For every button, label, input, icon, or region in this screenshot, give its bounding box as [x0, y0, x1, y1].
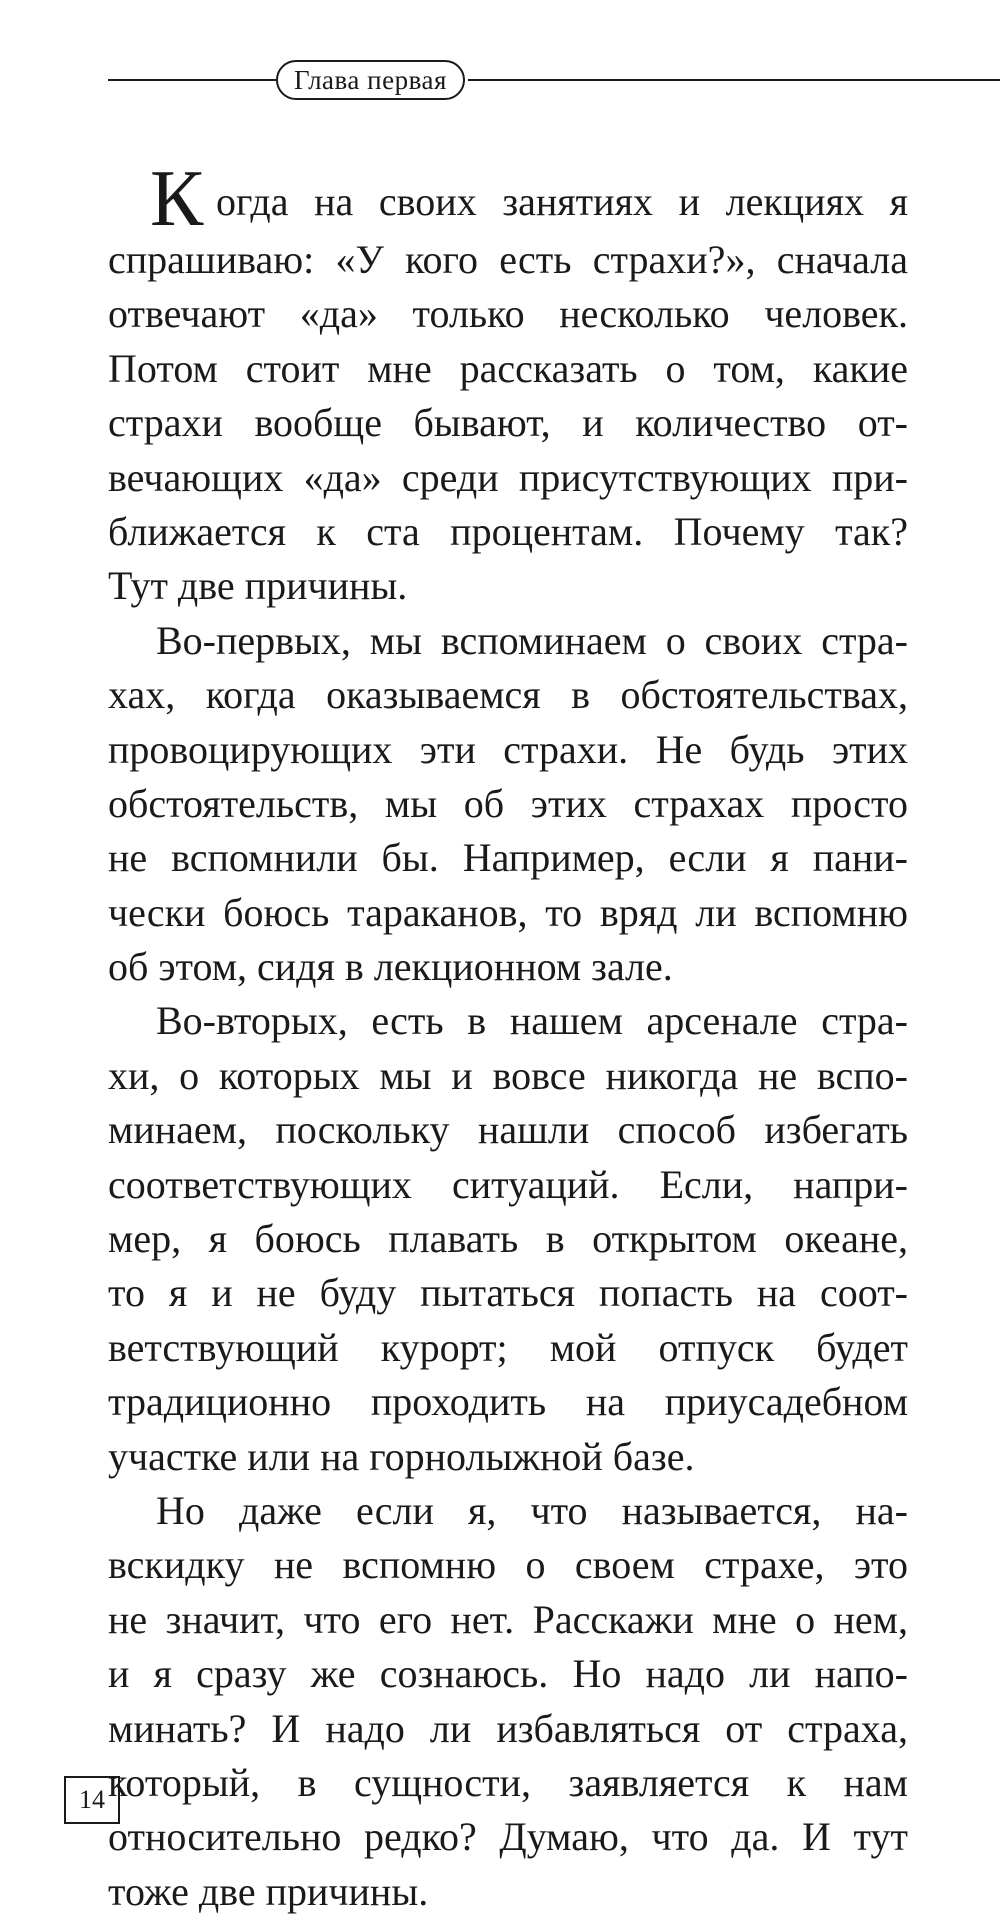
text-line: ветствующий курорт; мой отпуск будет — [108, 1324, 908, 1370]
text-line: Во-первых, мы вспоминаем о своих стра- — [156, 617, 908, 663]
text-line: который, в сущности, заявляется к нам — [108, 1759, 908, 1805]
text-line: относительно редко? Думаю, что да. И тут — [108, 1814, 908, 1860]
text-line: спрашиваю: «У кого есть страхи?», сначала — [108, 237, 908, 282]
text-line: минать? И надо ли избавляться от страха, — [108, 1705, 908, 1751]
text-line: страхи вообще бывают, и количество от- — [108, 400, 908, 446]
text-line: и я сразу же сознаюсь. Но надо ли напо- — [108, 1651, 908, 1697]
chapter-label: Глава первая — [276, 60, 465, 100]
header-rule-left — [108, 79, 278, 81]
text-line: отвечают «да» только несколько человек. — [108, 291, 908, 337]
first-line — [108, 163, 908, 233]
text-line: тоже две причины. — [108, 1868, 429, 1914]
chapter-header — [108, 58, 908, 102]
body-text — [108, 163, 908, 1919]
text-line: не вспомнили бы. Например, если я пани- — [108, 835, 908, 881]
text-line: то я и не буду пытаться попасть на соот- — [108, 1270, 908, 1316]
text-line: Потом стоит мне рассказать о том, какие — [108, 345, 908, 391]
text-line: чески боюсь тараканов, то вряд ли вспомню — [108, 889, 908, 935]
text-line: минаем, поскольку нашли способ избегать — [108, 1107, 908, 1153]
text-line: Тут две причины. — [108, 563, 408, 609]
text-line: традиционно проходить на приусадебном — [108, 1379, 908, 1425]
text-line: хи, о которых мы и вовсе никогда не вспо- — [108, 1052, 908, 1098]
text-line: соответствующих ситуаций. Если, напри- — [108, 1161, 908, 1207]
first-line-text: огда на своих занятиях и лекциях я — [216, 179, 908, 224]
text-line: об этом, сидя в лекционном зале. — [108, 944, 673, 990]
text-line: провоцирующих эти страхи. Не будь этих — [108, 726, 908, 772]
header-rule-right — [468, 79, 1000, 81]
text-line: мер, я боюсь плавать в открытом океане, — [108, 1216, 908, 1262]
text-line: Во-вторых, есть в нашем арсенале стра- — [156, 998, 908, 1044]
text-line: хах, когда оказываемся в обстоятельствах, — [108, 672, 908, 718]
text-line: ближается к ста процентам. Почему так? — [108, 508, 908, 554]
text-line: не значит, что его нет. Расскажи мне о нем, — [108, 1596, 908, 1642]
text-line: участке или на горнолыжной базе. — [108, 1433, 695, 1479]
page-number: 14 — [64, 1776, 120, 1824]
text-line: вскидку не вспомню о своем страхе, это — [108, 1542, 908, 1588]
drop-cap: К — [150, 163, 204, 233]
text-line: обстоятельств, мы об этих страхах просто — [108, 780, 908, 826]
text-line: Но даже если я, что называется, на- — [156, 1487, 908, 1533]
text-line: вечающих «да» среди присутствующих при- — [108, 454, 908, 500]
